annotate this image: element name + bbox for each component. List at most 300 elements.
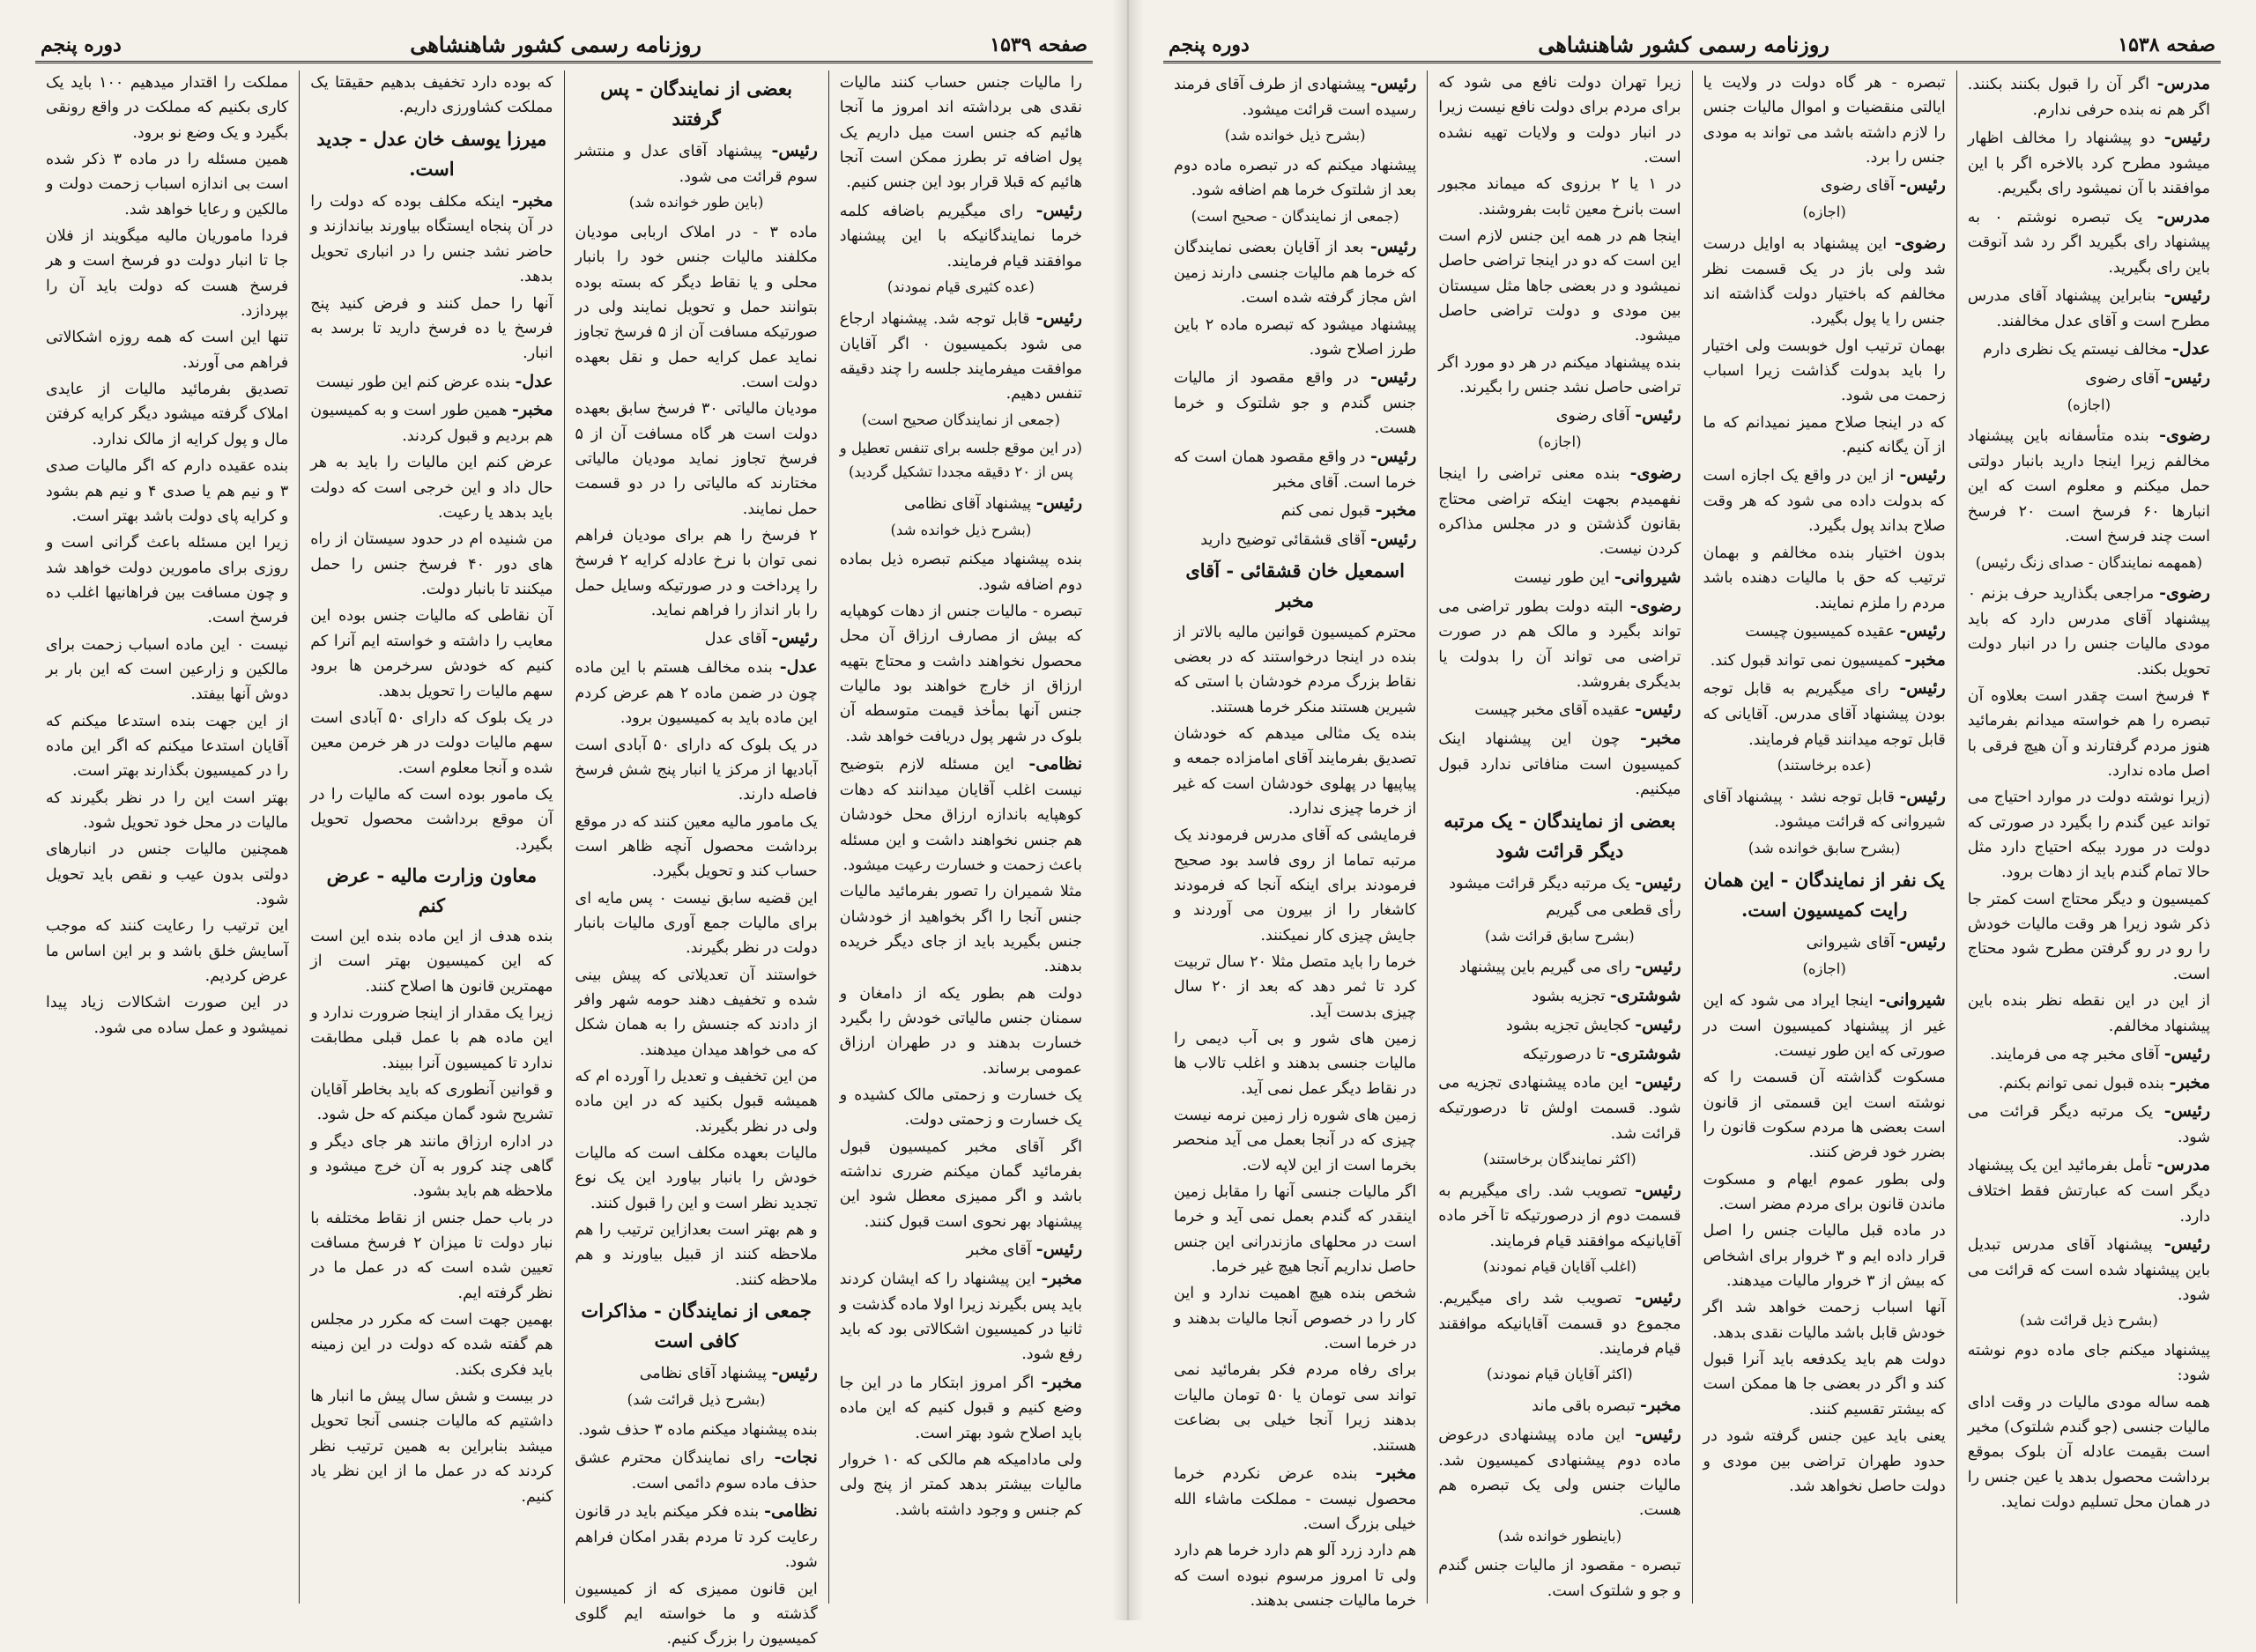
speaker-name: رئیس- (1635, 1072, 1681, 1093)
paragraph-text: از این در این نقطه نظر بنده باین پیشنهاد مخالفم. (1967, 992, 2210, 1035)
paragraph (1438, 696, 1681, 723)
paragraph-text: آقای شیروانی (1806, 934, 1895, 952)
paragraph-text: فرمایشی که آقای مدرس فرمودند یک مرتبه تماما از روی فاسد بود صحیح فرمودند برای اینکه آنجا که فرمودند کاشغار را از بیرون می آوردند و جایش چیزی کار نمیکنند. (1174, 826, 1417, 945)
paragraph-text: بنده هدف از این ماده بنده این است که این کمیسیون بهتر است از مهمترین قانون ها اصلاح کنند. (310, 927, 553, 996)
paragraph-text: تبصره - مقصود از مالیات جنس گندم و جو و شلتوک است. (1438, 1557, 1681, 1600)
paragraph (310, 450, 553, 525)
paragraph (1968, 1152, 2210, 1228)
paragraph (46, 914, 288, 989)
paragraph (310, 1384, 553, 1509)
paragraph-text: کجایش تجزیه بشود (1505, 1016, 1630, 1034)
paragraph-text: یک مرتبه دیگر قرائت میشود (1449, 874, 1630, 893)
paragraph-text: مملکت را اقتدار میدهیم ۱۰۰ باید یک کاری بکنیم که مملکت در واقع رونقی بگیرد و یک وضع نو برود. (46, 74, 289, 142)
paragraph-text: محترم کمیسیون قوانین مالیه بالاتر از بنده در اینجا درخواستند که در بعضی نقاط بزرگ مردم خودشان با استی که شیرین هستند منکر خرما هستند. (1174, 623, 1417, 716)
paragraph (1968, 887, 2210, 987)
paragraph (575, 654, 818, 730)
paragraph (840, 982, 1082, 1081)
paragraph-text: رای می گیریم باین پیشنهاد (1458, 959, 1630, 977)
paragraph (310, 706, 553, 781)
paragraph-text: بنده فکر میکنم باید در قانون رعایت کرد تا مردم بقدر امکان فراهم شود. (575, 1503, 818, 1572)
paragraph-text: پیشنهاد آقای نظامی (903, 494, 1032, 513)
paragraph-text: در واقع مقصود همان است که خرما است. آقای مخبر (1174, 448, 1417, 492)
paragraph-text: رأی قطعی می گیریم (1546, 901, 1681, 920)
paragraph (1968, 989, 2210, 1039)
speaker-name: مخبر- (2169, 1072, 2210, 1093)
left-page-number: صفحه ۱۵۳۹ (990, 33, 1087, 56)
speaker-name: رئیس- (1035, 200, 1082, 220)
stage-note (575, 191, 818, 215)
stage-note (1968, 552, 2210, 575)
right-publication-title: روزنامه رسمی کشور شاهنشاهی (1538, 32, 1829, 57)
paragraph-text: عقیده کمیسیون چیست (1745, 622, 1895, 641)
speaker-name: رئیس- (771, 1363, 818, 1383)
right-page-number: صفحه ۱۵۳۸ (2118, 33, 2215, 56)
speaker-name: رئیس- (1635, 957, 1681, 977)
paragraph (1968, 1390, 2210, 1515)
paragraph-text: بهمین جهت است که مکرر در مجلس هم گفته شده که دولت در این زمینه باید فکری بکند. (310, 1311, 553, 1379)
right-page (1128, 0, 2256, 1620)
paragraph-text: تصویب شد. رای میگیریم به قسمت دوم از درصورتیکه تا آخر ماده آقایانیکه موافقند قیام فرمایند. (1438, 1182, 1681, 1250)
paragraph (1703, 1424, 1946, 1499)
stage-note (840, 276, 1082, 300)
paragraph-text: بنده عقیده دارم که اگر مالیات صدی ۳ و نیم هم یا صدی ۴ و نیم هم بشود و کرایه پای دولت باشد بهتر است. (46, 457, 289, 525)
speaker-name: مدرس- (2156, 1155, 2210, 1175)
speaker-name: رئیس- (1035, 493, 1082, 513)
paragraph (1703, 462, 1946, 538)
speaker-name: شوشتری- (1609, 986, 1681, 1006)
paragraph (840, 1265, 1082, 1367)
paragraph (1703, 70, 1946, 170)
speaker-name: رئیس- (1899, 175, 1946, 196)
speaker-name: رئیس- (2163, 1233, 2210, 1254)
paragraph-text: (همهمه نمایندگان - صدای زنگ رئیس) (1975, 553, 2203, 571)
paragraph (310, 604, 553, 703)
paragraph (1174, 1281, 1416, 1356)
paragraph (1703, 1167, 1946, 1218)
paragraph-text: اگر مالیات جنسی آنها را مقابل زمین اینقدر که گندم بعمل نمی آید و خرما است در محلهای مازندرانی این جنس حاصل نداریم آنجا هیچ غیر خرما. (1174, 1183, 1417, 1277)
paragraph-text: تصدیق بفرمائید مالیات از عایدی املاک گرفته میشود دیگر کرایه کرفتن مال و پول کرایه از مالک ندارد. (46, 381, 289, 448)
paragraph-text: در ماده قبل مالیات جنس را اصل قرار داده ایم و ۳ خروار برای اشخاص که بیش از ۳ خروار مالیات میدهند. (1703, 1222, 1946, 1291)
speaker-name: رئیس- (1899, 620, 1946, 641)
paragraph (1703, 929, 1946, 956)
paragraph-text: بنده یک مثالی میدهم که خودشان تصدیق بفرمایند آقای امامزاده جمعه و پیاپیها در پهلوی خودشان است که غیر از خرما چیزی ندارد. (1174, 724, 1417, 818)
paragraph (575, 1444, 818, 1496)
paragraph-text: (بشرح ذیل قرائت شد) (2019, 1312, 2158, 1330)
stage-note (1438, 1363, 1681, 1387)
paragraph-text: این پیشنهاد به اوایل درست شد ولی باز در یک قسمت نظر مخالفم که باختیار دولت گذاشته اند جنس را یا پول بگیرد. (1703, 234, 1946, 329)
paragraph-text: (اجازه) (2067, 396, 2111, 413)
paragraph (1438, 1011, 1681, 1039)
speaker-name: مخبر- (1639, 1395, 1681, 1415)
paragraph-text: در اداره ارزاق مانند هر جای دیگر و گاهی چند کرور به آن خرج میشود و ملاحظه هم باید بشود. (310, 1132, 553, 1201)
speaker-name: رئیس- (1369, 74, 1417, 93)
paragraph (840, 1083, 1082, 1133)
paragraph-text: از این جهت بنده استدعا میکنم که آقایان استدعا میکنم که اگر این ماده را در کمیسیون بگذارند بهتر است. (46, 712, 289, 781)
paragraph (1438, 953, 1681, 981)
speaker-name: رئیس- (1635, 872, 1681, 893)
paragraph-text: من شنیده ام در حدود سیستان از راه های دور ۴۰ فرسخ جنس را حمل میکنند تا بانبار دولت. (310, 530, 553, 599)
paragraph (1174, 364, 1416, 441)
speaker-name: رضوی- (2159, 426, 2210, 446)
paragraph-text: در واقع مقصود از مالیات جنس گندم و جو شلتوک و خرما هست. (1174, 369, 1417, 438)
paragraph (310, 396, 553, 448)
paragraph (1438, 402, 1681, 429)
paragraph-text: چون این پیشنهاد اینک کمیسیون است منافاتی ندارد قبول میکنیم. (1438, 730, 1681, 799)
paragraph (575, 523, 818, 623)
speaker-name: رئیس- (2163, 128, 2210, 148)
paragraph (1174, 1103, 1416, 1178)
paragraph-text: پیشنهاد میشود که تبصره ماده ۲ باین طرز اصلاح شود. (1174, 315, 1417, 359)
speaker-name: رئیس- (1899, 786, 1946, 806)
speaker-name: شیروانی- (1879, 989, 1946, 1010)
paragraph-text: بنده عرض نکردم خرما محصول نیست - مملکت ماشاء الله خیلی بزرگ است. (1174, 1464, 1417, 1533)
paragraph-text: تبصره - هر گاه دولت در ولایت یا ایالتی منقضیات و اموال مالیات جنس را لازم داشته باشد می تواند به مودی جنس را برد. (1703, 74, 1946, 167)
paragraph-text: تنها این است که همه روزه اشکالاتی فراهم می آورند. (46, 329, 289, 372)
paragraph-text: (اغلب آقایان قیام نمودند) (1482, 1258, 1636, 1276)
paragraph (310, 527, 553, 602)
paragraph-text: بنده معنی تراضی را اینجا نفهمیدم بجهت اینکه تراضی محتاج بقانون گذشتن و در مجلس مذاکره کردن نیست. (1438, 464, 1681, 559)
paragraph (1174, 620, 1416, 720)
paragraph-text: قابل توجه نشد ۰ پیشنهاد آقای شیروانی که قرائت میشود. (1703, 788, 1946, 832)
paragraph (1703, 987, 1946, 1063)
paragraph (46, 70, 288, 145)
paragraph-text: همین مسئله را در ماده ۳ ذکر شده است بی اندازه اسباب زحمت دولت و مالکین و رعایا خواهد شد. (46, 151, 289, 219)
paragraph-text: از این در واقع یک اجازه است که بدولت داده می شود که هر وقت صلاح بداند پول بگیرد. (1703, 467, 1946, 536)
paragraph (1703, 647, 1946, 674)
paragraph-text: ماده ۳ - در املاک اربابی مودیان مکلفند مالیات جنس خود را بانبار محلی و یا نقاط دیگر که بسته بوده بتوانند حمل و تحویل نمایند ولی در صورتیکه مسافت آن از ۵ فرسخ تجاوز نماید عمل کرایه حمل و نقل بعهده دولت است. (575, 223, 818, 391)
paragraph (310, 1308, 553, 1382)
paragraph-text: در ۱ یا ۲ برزوی که میماند مجبور است بانرخ معین ثابت بفروشند. (1438, 175, 1681, 219)
paragraph-text: نیست ۰ این ماده اسباب زحمت برای مالکین و زارعین است که این بار بر دوش آنها بیفتد. (46, 635, 289, 704)
speaker-name: رئیس- (1899, 678, 1946, 699)
paragraph (46, 224, 288, 323)
paragraph-text: اگر آن را قبول بکنند بکنند. اگر هم نه بنده حرفی ندارم. (1967, 76, 2210, 119)
speaker-name: عدل- (515, 371, 553, 391)
paragraph-text: آنها اسباب زحمت خواهد شد اگر خودش قابل باشد مالیات نقدی بدهد. (1703, 1299, 1946, 1342)
paragraph-text: رای میگیریم باضافه کلمه خرما نمایندگانیکه با این پیشنهاد موافقند قیام فرمایند. (839, 202, 1082, 270)
speaker-name: رضوی- (1894, 233, 1946, 253)
speaker-name: رئیس- (1369, 237, 1417, 257)
paragraph-text: مثلا شمیران را تصور بفرمائید مالیات جنس آنجا را اگر بخواهید از خودشان جنس بگیرید باید از جای دیگر خریده بدهند. (839, 883, 1082, 976)
text-column (1956, 70, 2221, 1604)
paragraph (310, 1206, 553, 1306)
paragraph (1438, 1069, 1681, 1145)
paragraph-text: ولی بطور عموم ایهام و مسکوت ماندن قانون برای مردم مضر است. (1703, 1170, 1946, 1214)
paragraph-text: (بشرح ذیل خوانده شد) (890, 521, 1032, 538)
right-columns (1163, 70, 2221, 1610)
paragraph (310, 1078, 553, 1128)
paragraph-text: آقای مخبر (966, 1241, 1032, 1260)
speaker-name: رضوی- (2159, 583, 2210, 604)
paragraph-text: کمیسیون نمی تواند قبول کند. (1710, 651, 1900, 670)
paragraph-text: برای رفاه مردم فکر بفرمائید نمی تواند سی تومان یا ۵۰ تومان مالیات بدهند زیرا آنجا خیلی بی بضاعت هستند. (1174, 1361, 1417, 1455)
paragraph-text: زیرا یک مقدار از اینجا ضرورت ندارد و این ماده هم با عمل قبلی مطابقت ندارد تا کمیسیون آنرا ببیند. (310, 1004, 553, 1072)
stage-note (1438, 1525, 1681, 1549)
paragraph-text: بعد از آقایان بعضی نمایندگان که خرما هم مالیات جنسی دارند زمین اش مجاز گرفته شده است. (1174, 239, 1417, 307)
stage-note (840, 409, 1082, 433)
paragraph (1174, 497, 1416, 524)
speaker-name: مخبر- (1375, 500, 1417, 520)
paragraph (1174, 1460, 1416, 1537)
paragraph-text: پیشنهادی از طرف آقای فرمند رسیده است قرائت میشود. (1174, 76, 1417, 119)
paragraph-text: (بشرح سابق قرائت شد) (1485, 927, 1635, 945)
paragraph-text: آن نقاطی که مالیات جنس بوده این معایب را داشته و خواسته ایم آنرا کم کنیم که خودش سرخرمن ها برود سهم مالیات را تحویل بدهد. (310, 607, 553, 700)
paragraph-text: یک خسارت و زحمتی مالک کشیده و یک خسارت و زحمتی دولت. (839, 1085, 1082, 1130)
paragraph-text: بعضی از نمایندگان - یک مرتبه دیگر قرائت شود (1443, 809, 1676, 862)
paragraph-text: یک مرتبه دیگر قرائت می شود. (1967, 1103, 2210, 1147)
paragraph (310, 1001, 553, 1076)
paragraph-text: اینجا ایراد می شود که این غیر از پیشنهاد کمیسیون است در صورتی که این طور نیست. (1703, 991, 1946, 1061)
paragraph (1703, 783, 1946, 835)
paragraph-text: زمین های شوره زار زمین نرمه نیست چیزی که در آنجا بعمل می آید منحصر بخرما است از این لاپه لات. (1174, 1107, 1417, 1174)
stage-note (1968, 1309, 2210, 1333)
paragraph-text: قابل توجه شد. پیشنهاد ارجاع می شود بکمیسیون ۰ اگر آقایان موافقت میفرمایند جلسه را چند دقیقه تنفس دهیم. (839, 309, 1082, 404)
paragraph-text: این قضیه سابق نیست ۰ پس مایه ای برای مالیات جمع آوری مالیات بانبار دولت در نظر بگیرند. (575, 889, 818, 958)
paragraph (840, 1369, 1082, 1446)
paragraph (575, 220, 818, 395)
paragraph (1703, 172, 1946, 199)
paragraph (1703, 1065, 1946, 1165)
paragraph (1968, 1070, 2210, 1097)
paragraph (46, 786, 288, 836)
paragraph (1174, 1538, 1416, 1613)
paragraph (46, 147, 288, 222)
paragraph (310, 188, 553, 290)
paragraph-text: میرزا یوسف خان عدل - جدید است. (316, 127, 547, 180)
paragraph-text: (اجازه) (1802, 204, 1846, 221)
paragraph (1438, 593, 1681, 695)
paragraph-text: آقای رضوی (2085, 369, 2160, 388)
paragraph-text: بهتر است این را در نظر بگیرند که مالیات در محل خود تحویل شود. (46, 789, 289, 832)
paragraph (46, 530, 288, 630)
paragraph (1703, 230, 1946, 332)
paragraph (575, 1141, 818, 1216)
stage-note (1703, 201, 1946, 225)
paragraph (1703, 411, 1946, 461)
speaker-heading (575, 74, 818, 134)
paragraph (1968, 282, 2210, 334)
paragraph (1703, 334, 1946, 409)
paragraph-text: بنده متأسفانه باین پیشنهاد مخالفم زیرا اینجا دارید بانبار دولتی حمل میکنم و معلوم است که این انبارها ۶۰ فرسخ است ۲۰ فرسخ است چند فرسخ است. (1967, 427, 2210, 546)
paragraph (1174, 443, 1416, 495)
paragraph (1174, 1026, 1416, 1101)
paragraph-text: هم دارد زرد آلو هم دارد خرما هم دارد ولی تا امروز مرسوم نبوده است که خرما مالیات جنسی بدهند. (1174, 1542, 1417, 1610)
paragraph-text: (باینطور خوانده شد) (1497, 1527, 1622, 1545)
paragraph-text: من این تخفیف و تعدیل را آورده ام که همیشه قبول بکنید که در این ماده ولی در نظر بگیرند. (575, 1068, 818, 1136)
paragraph (1438, 1553, 1681, 1604)
paragraph (575, 137, 818, 189)
paragraph-text: این مسئله لازم بتوضیح نیست اغلب آقایان میدانند که دهات کوهپایه باندازه ارزاق محل خودشان هم جنس نخواهند داشت و این مسئله باعث زحمت و خسارت رعیت میشود. (839, 756, 1082, 874)
paragraph (1438, 1421, 1681, 1523)
paragraph-text: پیشنهاد آقای نظامی (639, 1365, 767, 1383)
speaker-name: عدل- (2171, 339, 2210, 359)
left-page (0, 0, 1128, 1648)
paragraph-text: زمین های شور و بی آب دیمی را مالیات جنسی بدهند و اغلب تالاب ها در نقاط دیگر عمل نمی آید. (1174, 1030, 1417, 1098)
paragraph-text: تصویب شد رای میگیریم. مجموع دو قسمت آقایانیکه موافقند قیام فرمایند. (1438, 1289, 1681, 1358)
paragraph (1968, 684, 2210, 783)
stage-note (1174, 124, 1416, 148)
paragraph-text: معاون وزارت مالیه - عرض کنم (326, 863, 538, 916)
paragraph (1174, 153, 1416, 204)
paragraph (1968, 70, 2210, 122)
left-section-label: دوره پنجم (41, 33, 122, 56)
speaker-name: رئیس- (771, 141, 818, 161)
paragraph-text: خواستند آن تعدیلاتی که پیش بینی شده و تخفیف دهند حومه شهر وافر از دادند که جنسش را به همان شکل که می خواهد میدان میدهند. (575, 966, 818, 1059)
paragraph (575, 396, 818, 522)
paragraph (840, 490, 1082, 517)
paragraph (1968, 336, 2210, 363)
speaker-name: مخبر- (1041, 1372, 1082, 1392)
paragraph (310, 368, 553, 396)
speaker-name: رئیس- (2163, 367, 2210, 388)
paragraph-text: همه ساله مودی مالیات در وقت ادای مالیات جنسی (جو گندم شلتوک) مخیر است بقیمت عادله آن بلوک بموقع برداشت محصول بدهد یا عین جنس را در همان محل تسلیم دولت نماید. (1967, 1393, 2210, 1512)
paragraph-text: پیشنهاد میکنم جای ماده دوم نوشته شود: (1967, 1342, 2210, 1385)
paragraph-text: بنده پیشنهاد میکنم ماده ۳ حذف شود. (578, 1420, 818, 1439)
speaker-heading (310, 124, 553, 184)
paragraph-text: اسمعیل خان قشقائی - آقای مخبر (1185, 559, 1405, 612)
paragraph-text: اگر امروز ابتکار ما در این جا وضع کنیم و قبول کنیم که این ماده باید اصلاح شود بهتر است. (839, 1374, 1082, 1442)
speaker-name: رئیس- (1899, 465, 1946, 485)
paragraph-text: تأمل بفرمائید این یک پیشنهاد دیگر است که عبارتش فقط اختلاف دارد. (1967, 1157, 2210, 1226)
paragraph (1968, 124, 2210, 201)
left-publication-title: روزنامه رسمی کشور شاهنشاهی (410, 32, 701, 57)
paragraph (1968, 1338, 2210, 1389)
paragraph (1174, 950, 1416, 1025)
speaker-name: رئیس- (2163, 285, 2210, 306)
paragraph-text: تبصره - مالیات جنس از دهات کوهپایه که بیش از مصارف ارزاق آن محل محصول نخواهند داشت و محتاج بتهیه ارزاق از خارج خواهند بود مالیات جنس آنها بمأخذ قیمت متوسطه آن بلوک در شهر پول دریافت خواهد شد. (839, 603, 1082, 745)
speaker-heading (310, 861, 553, 921)
paragraph-text: (باین طور خوانده شد) (628, 194, 764, 211)
paragraph (310, 1130, 553, 1204)
paragraph-text: یک نفر از نمایندگان - این همان رایت کمیسیون است. (1703, 869, 1945, 922)
paragraph-text: همین طور است و به کمیسیون هم بردیم و قبول کردند. (310, 402, 553, 446)
paragraph (1968, 365, 2210, 392)
paragraph (1174, 1180, 1416, 1279)
paragraph-text: عقیده آقای مخبر چیست (1474, 701, 1630, 720)
stage-note (1438, 431, 1681, 455)
paragraph-text: بنده پیشنهاد میکنم تبصره ذیل بماده دوم اضافه شود. (839, 551, 1082, 594)
paragraph-text: شخص بنده هیچ اهمیت ندارد و این کار را در خصوص آنجا مالیات بدهند و در خرما است. (1174, 1285, 1417, 1353)
paragraph (310, 70, 553, 121)
speaker-name: مخبر- (511, 400, 553, 420)
paragraph-text: (اکثر آقایان قیام نمودند) (1487, 1366, 1633, 1383)
speaker-name: عدل- (779, 657, 818, 678)
paragraph (575, 886, 818, 961)
paragraph (1703, 675, 1946, 752)
paragraph-text: (بشرح ذیل خوانده شد) (1224, 127, 1366, 144)
paragraph-text: اینجا هم در همه این جنس لازم است این است که دو در اینجا تراضی حاصل نمیشود و در بعضی جاها مثل سیستان بین مودی و دولت تراضی حاصل میشود. (1438, 227, 1681, 345)
paragraph (1968, 1098, 2210, 1150)
paragraph-text: در یک بلوک که دارای ۵۰ آبادی است سهم مالیات دولت در هر خرمن معین شده و آنجا معلوم است. (310, 708, 553, 777)
paragraph-text: آقای رضوی (1555, 407, 1630, 426)
paragraph-text: (در این موقع جلسه برای تنفس تعطیل و پس از ۲۰ دقیقه مجددا تشکیل گردید) (839, 440, 1082, 481)
speaker-name: مخبر- (1639, 729, 1681, 749)
speaker-name: رئیس- (1635, 1424, 1681, 1444)
paragraph-text: زیرا تهران دولت نافع می شود که برای مردم برای دولت نافع نیست زیرا در انبار دولت و ولایات تهیه نشده است. (1438, 74, 1681, 167)
paragraph-text: آقای عدل (704, 630, 767, 648)
paragraph (1703, 1219, 1946, 1293)
paragraph-text: آنها را حمل کنند و فرض کنید پنج فرسخ یا ده فرسخ دارید تا برسد به انبار. (310, 294, 553, 363)
paragraph-text: (عده برخاستند) (1777, 756, 1872, 774)
stage-note (1968, 394, 2210, 418)
text-column (35, 70, 299, 1604)
paragraph (310, 292, 553, 367)
paragraph (46, 709, 288, 784)
paragraph-text: بنده پیشنهاد میکنم در هر دو مورد اگر تراضی حاصل نشد جنس را بگیرند. (1438, 353, 1681, 397)
paragraph (575, 733, 818, 808)
paragraph-text: قبول نمی کنم (1280, 501, 1371, 520)
paragraph-text: در باب حمل جنس از نقاط مختلفه با نبار دولت تا میزان ۲ فرسخ مسافت تعیین شده است که در عمل ما در نظر گرفته ایم. (310, 1209, 553, 1302)
paragraph (840, 751, 1082, 878)
paragraph-text: بهمان ترتیب اول خوبست ولی اختیار را باید بدولت گذاشت زیرا اسباب زحمت می شود. (1703, 337, 1946, 405)
paragraph (1438, 1285, 1681, 1361)
paragraph-text: پیشنهاد آقای مدرس تبدیل باین پیشنهاد شده است که قرائت می شود. (1967, 1235, 2210, 1305)
paragraph-text: بنده مخالف هستم با این ماده چون در ضمن ماده ۲ هم عرض کردم این ماده باید به کمیسیون برود. (575, 659, 818, 728)
paragraph-text: یعنی باید عین جنس گرفته شود در حدود طهران تراضی بین مودی و دولت حاصل نخواهد شد. (1703, 1427, 1946, 1495)
speaker-name: رئیس- (2163, 1043, 2210, 1063)
speaker-name: رئیس- (1035, 307, 1082, 328)
left-running-header (35, 33, 1093, 63)
speaker-name: شیروانی- (1614, 567, 1681, 587)
speaker-name: رئیس- (771, 628, 818, 648)
paragraph (46, 377, 288, 452)
paragraph-text: (زیرا نوشته دولت در موارد احتیاج می تواند عین گندم را بگیرد در صورتی که دولت در مورد بیکه احتیاج دارد مثل حالا تمام گندم باید از دهات برود. (1967, 789, 2210, 882)
text-column (1163, 70, 1427, 1610)
right-section-label: دوره پنجم (1169, 33, 1250, 56)
paragraph-text: البته دولت بطور تراضی می تواند بگیرد و مالک هم در صورت تراضی می تواند آن را بدولت یا بدیگری بفروشد. (1438, 597, 1681, 691)
right-running-header (1163, 33, 2221, 63)
paragraph-text: یک مامور بوده است که مالیات را در آن موقع برداشت محصول تحویل بگیرد. (310, 785, 553, 854)
paragraph-text: در این صورت اشکالات زیاد پیدا نمیشود و عمل ساده می شود. (46, 994, 289, 1037)
text-column (1692, 70, 1956, 1604)
paragraph-text: تا درصورتیکه (1522, 1045, 1606, 1063)
paragraph (1174, 233, 1416, 310)
paragraph (840, 879, 1082, 979)
paragraph-text: رای میگیریم به قابل توجه بودن پیشنهاد آقای مدرس. آقایانی که قابل توجه میدانند قیام فرمایند. (1703, 680, 1946, 749)
stage-note (1174, 205, 1416, 229)
paragraph (575, 963, 818, 1063)
paragraph-text: (جمعی از نمایندگان صحیح است) (861, 411, 1060, 428)
stage-note (575, 1389, 818, 1412)
paragraph-text: این ماده پیشنهادی درعوض ماده دوم پیشنهادی کمیسیون شد. مالیات جنس ولی یک تبصره هم هست. (1438, 1426, 1681, 1520)
speaker-name: رئیس- (1635, 1180, 1681, 1200)
stage-note (840, 437, 1082, 484)
paragraph-text: جمعی از نمایندگان - مذاکرات کافی است (581, 1300, 812, 1352)
speaker-name: رئیس- (1635, 1014, 1681, 1034)
speaker-name: رئیس- (1035, 1240, 1082, 1260)
paragraph (46, 633, 288, 707)
paragraph (46, 454, 288, 529)
paragraph-text: بنابراین پیشنهاد آقای مدرس مطرح است و آقای عدل مخالفند. (1967, 287, 2210, 330)
paragraph-text: (اکثر نمایندگان برخاستند) (1483, 1150, 1636, 1167)
stage-note (1703, 837, 1946, 861)
paragraph-text: اگر آقای مخبر کمیسیون قبول بفرمائید گمان میکنم ضرری نداشته باشد و اگر ممیزی معطل شود این پیشنهاد بهر نحوی است قبول کنند. (839, 1137, 1082, 1231)
paragraph-text: مودیان مالیاتی ۳۰ فرسخ سابق بعهده دولت است هر گاه مسافت آن از ۵ فرسخ تجاوز نماید مودیان مالیاتی مختارند که مالیاتی را در دو قسمت حمل نمایند. (575, 400, 818, 518)
speaker-name: نظامی- (1028, 754, 1082, 774)
paragraph-text: (جمعی از نمایندگان - صحیح است) (1191, 207, 1399, 225)
paragraph-text: رای نمایندگان محترم عشق حذف ماده سوم دائمی است. (575, 1449, 818, 1493)
paragraph-text: پیشنهاد میکنم که در تبصره ماده دوم بعد از شلتوک خرما هم اضافه شود. (1174, 156, 1417, 200)
paragraph-text: ولی مادامیکه هم مالکی که ۱۰ خروار مالیات بیشتر بدهد کمتر از پنج ولی کم جنس و وجود داشته باشد. (839, 1451, 1082, 1519)
speaker-name: رئیس- (1369, 446, 1417, 466)
speaker-name: شوشتری- (1609, 1043, 1681, 1063)
speaker-name: رضوی- (1629, 596, 1681, 616)
paragraph-text: مخالف نیستم یک نظری دارم (1982, 341, 2168, 359)
speaker-name: رضوی- (1629, 463, 1681, 483)
paragraph-text: همچنین مالیات جنس در انبارهای دولتی بدون عیب و نقص باید تحویل شود. (46, 841, 289, 908)
paragraph-text: در یک بلوک که دارای ۵۰ آبادی است آبادیها از مرکز یا انبار پنج شش فرسخ فاصله دارند. (575, 736, 818, 804)
paragraph-text: که بوده دارد تخفیف بدهیم حقیقتا یک مملکت کشاورزی داریم. (310, 74, 553, 117)
